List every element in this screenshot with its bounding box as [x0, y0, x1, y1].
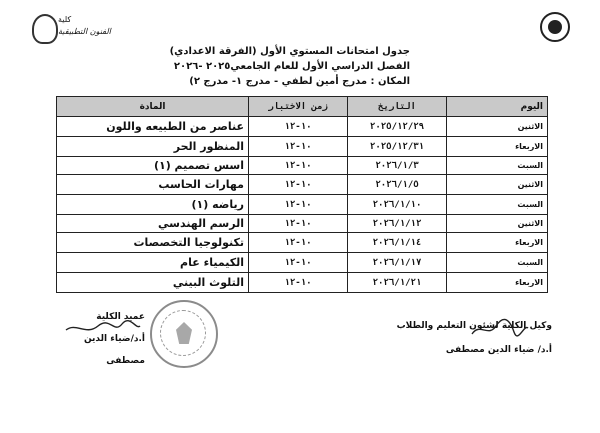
table-row: [57, 117, 548, 137]
university-logo-icon: [540, 12, 570, 42]
cell-time: ١٠-١٢: [249, 157, 348, 175]
dean-handwritten-signature: [62, 318, 142, 340]
logo-text-line2: الفنون التطبيقية: [58, 27, 111, 36]
cell-day: الاثنين: [447, 175, 548, 195]
title-line-2: الفصل الدراسي الأول للعام الجامعي٢٠٢٥ -٢٠٢٦: [173, 61, 410, 72]
table-row: [57, 195, 548, 215]
cell-day: السبت: [447, 157, 548, 175]
cell-day: الاثنين: [447, 117, 548, 137]
cell-time: ١٠-١٢: [249, 137, 348, 157]
cell-time: ١٠-١٢: [249, 117, 348, 137]
table-header-row: [57, 97, 548, 117]
cell-date: ٢٠٢٦/١/٣: [348, 157, 447, 175]
table-row: [57, 137, 548, 157]
cell-subject: رياضه (١): [57, 195, 249, 215]
cell-day: الاربعاء: [447, 273, 548, 293]
cell-time: ١٠-١٢: [249, 175, 348, 195]
cell-time: ١٠-١٢: [249, 273, 348, 293]
cell-subject: التلوث البيني: [57, 273, 249, 293]
cell-date: ٢٠٢٦/١/١٠: [348, 195, 447, 215]
cell-day: السبت: [447, 195, 548, 215]
cell-day: الاربعاء: [447, 233, 548, 253]
cell-subject: تكنولوجيا التخصصات: [57, 233, 249, 253]
table-row: [57, 157, 548, 175]
table-row: [57, 273, 548, 293]
table-row: [57, 215, 548, 233]
vice-dean-title: وكيل الكلية لشئون التعليم والطلاب: [396, 321, 552, 331]
cell-time: ١٠-١٢: [249, 233, 348, 253]
cell-date: ٢٠٢٦/١/٢١: [348, 273, 447, 293]
cell-subject: عناصر من الطبيعه واللون: [57, 117, 249, 137]
faculty-logo-icon: [32, 14, 58, 44]
faculty-logo: [32, 12, 112, 42]
cell-date: ٢٠٢٥/١٢/٢٩: [348, 117, 447, 137]
cell-subject: المنظور الحر: [57, 137, 249, 157]
cell-date: ٢٠٢٦/١/١٢: [348, 215, 447, 233]
header-time: زمن الاختبار: [249, 97, 348, 117]
cell-day: الاثنين: [447, 215, 548, 233]
cell-date: ٢٠٢٥/١٢/٣١: [348, 137, 447, 157]
official-stamp-icon: [150, 300, 218, 368]
cell-day: السبت: [447, 253, 548, 273]
vice-dean-name: أ.د/ ضياء الدين مصطفى: [445, 345, 552, 355]
title-line-3: المكان : مدرج أمين لطفي - مدرج ١- مدرج ٢): [189, 76, 410, 87]
header-date: التاريخ: [348, 97, 447, 117]
cell-date: ٢٠٢٦/١/١٧: [348, 253, 447, 273]
header-subject: المادة: [57, 97, 249, 117]
cell-subject: الكيمياء عام: [57, 253, 249, 273]
cell-day: الاربعاء: [447, 137, 548, 157]
exam-schedule-table: [56, 96, 548, 293]
cell-time: ١٠-١٢: [249, 253, 348, 273]
cell-subject: مهارات الحاسب: [57, 175, 249, 195]
cell-date: ٢٠٢٦/١/٥: [348, 175, 447, 195]
schedule-title-block: [140, 44, 410, 89]
table-row: [57, 253, 548, 273]
header-day: اليوم: [447, 97, 548, 117]
dean-title: عميد الكلية: [96, 312, 145, 322]
table-row: [57, 175, 548, 195]
cell-time: ١٠-١٢: [249, 215, 348, 233]
dean-name: أ.د/ضياء الدين مصطفى: [83, 334, 145, 366]
cell-subject: الرسم الهندسي: [57, 215, 249, 233]
logo-text-line1: كلية: [58, 15, 72, 24]
cell-time: ١٠-١٢: [249, 195, 348, 215]
cell-date: ٢٠٢٦/١/١٤: [348, 233, 447, 253]
title-line-1: جدول امتحانات المستوي الأول (الفرقة الاعدادي): [169, 46, 410, 57]
vice-dean-handwritten-signature: [470, 318, 530, 340]
cell-subject: اسس تصميم (١): [57, 157, 249, 175]
table-row: [57, 233, 548, 253]
